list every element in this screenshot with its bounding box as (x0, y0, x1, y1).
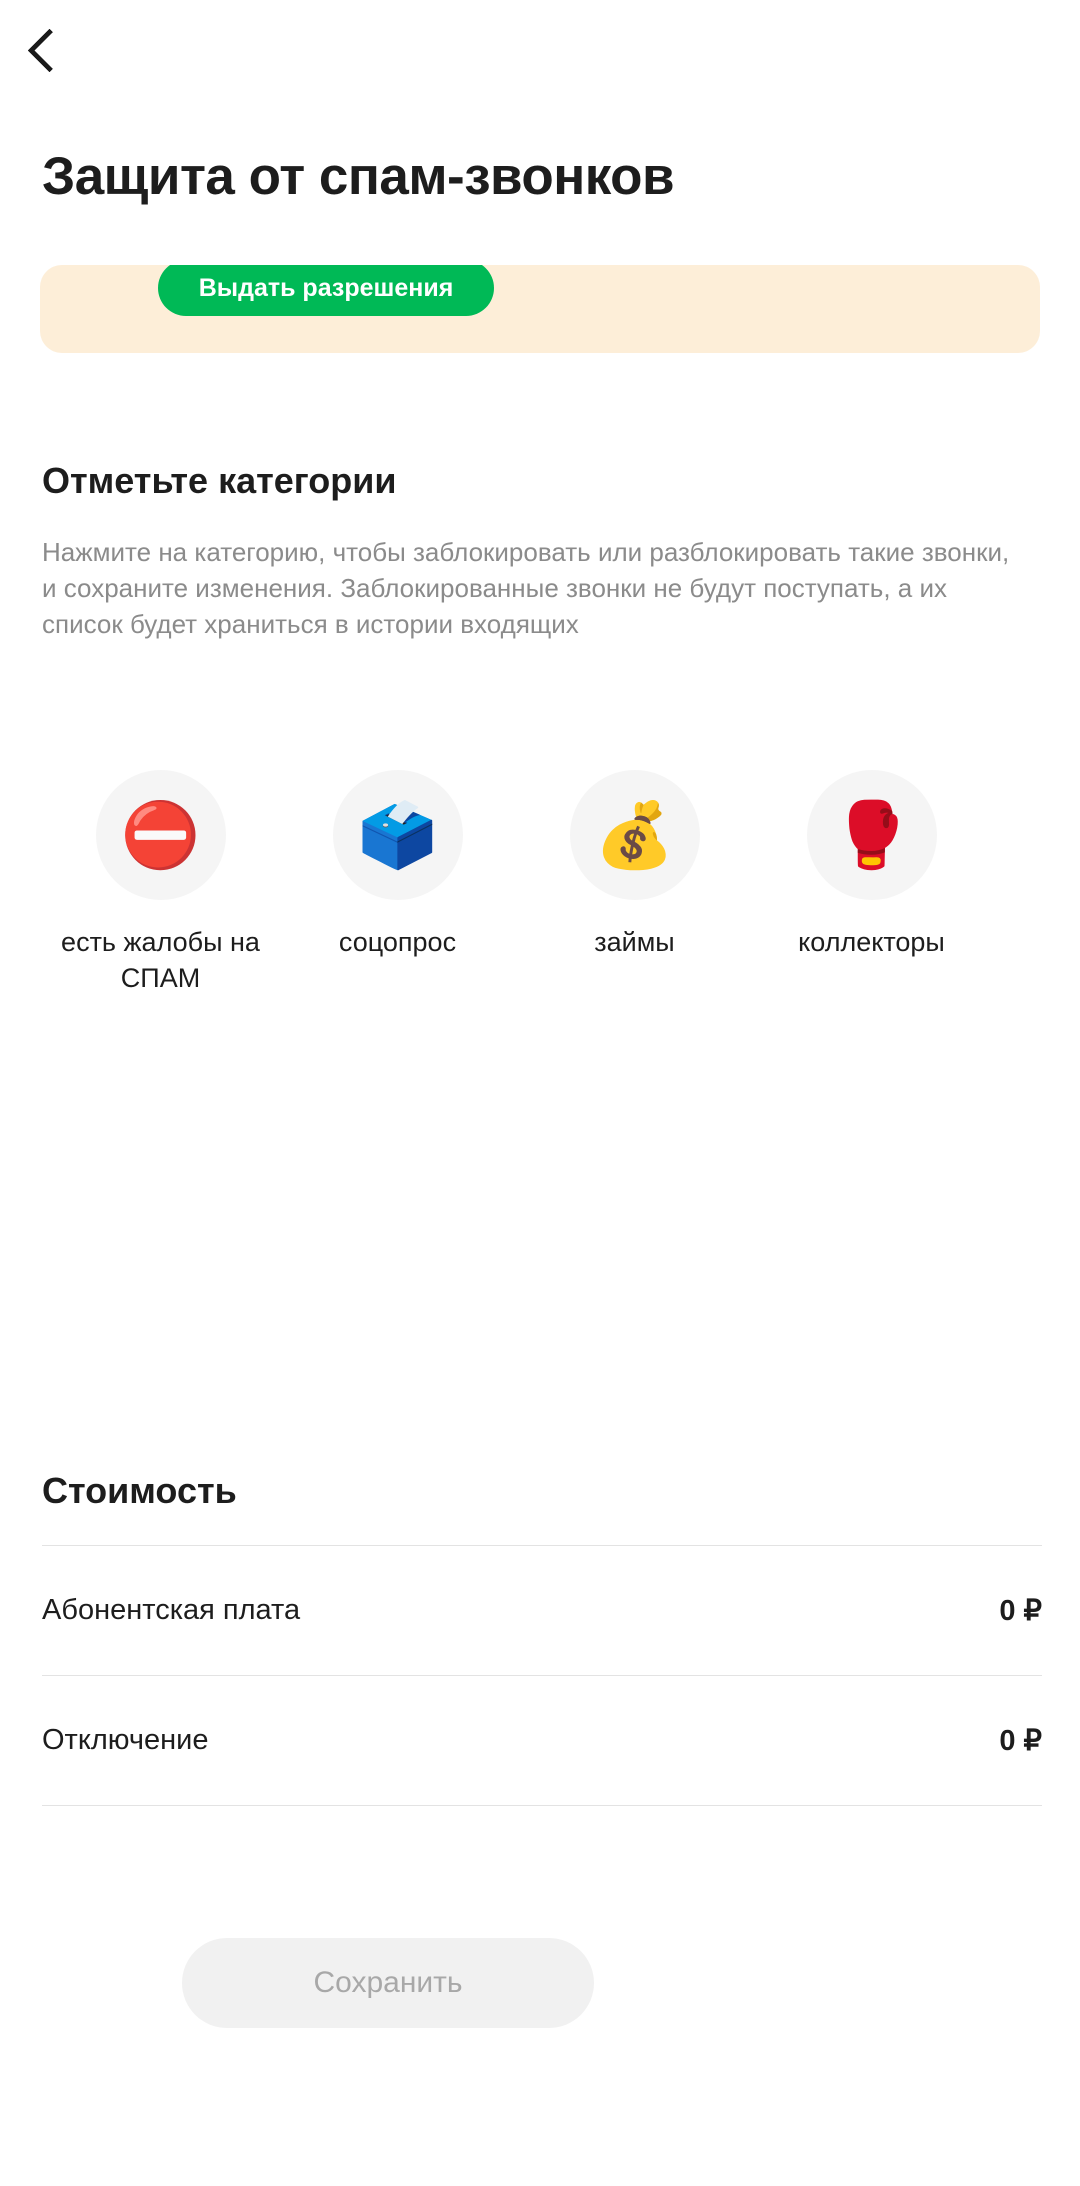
permissions-banner (40, 265, 1040, 353)
categories-heading: Отметьте категории (42, 460, 397, 501)
category-item-survey[interactable] (279, 770, 516, 1027)
cost-heading: Стоимость (42, 1470, 237, 1511)
cost-row-value: 0 ₽ (999, 1595, 1042, 1627)
page-title: Защита от спам-звонков (42, 147, 675, 206)
cost-list (42, 1545, 1042, 1806)
category-item-collectors[interactable] (753, 770, 990, 1027)
cost-row-value: 0 ₽ (999, 1725, 1042, 1757)
boxing-glove-icon: 🥊 (807, 770, 937, 900)
category-label: займы (594, 927, 675, 957)
category-label: соцопрос (338, 927, 457, 957)
grant-permissions-button[interactable]: Выдать разрешения (158, 265, 494, 316)
ballot-box-icon: 🗳️ (333, 770, 463, 900)
no-entry-icon: ⛔ (96, 770, 226, 900)
money-bag-icon: 💰 (570, 770, 700, 900)
cost-row (42, 1676, 1042, 1805)
back-button[interactable] (28, 18, 92, 82)
cost-row-label: Абонентская плата (42, 1594, 301, 1626)
divider (42, 1805, 1042, 1806)
cost-row-label: Отключение (42, 1724, 209, 1756)
categories-description: Нажмите на категорию, чтобы заблокировать или разблокировать такие звонки, и сохраните изменения. Заблокированные звонки не будут поступать, а их список будет храниться в истории входящих (42, 537, 1010, 639)
category-label: есть жалобы на СПАМ (61, 927, 260, 994)
category-label: коллекторы (798, 927, 945, 957)
category-item-loans[interactable] (516, 770, 753, 1027)
category-grid (42, 770, 1042, 1027)
cost-row (42, 1546, 1042, 1675)
chevron-left-icon (28, 28, 72, 72)
save-button[interactable]: Сохранить (182, 1938, 594, 2028)
category-item-spam-complaints[interactable] (42, 770, 279, 1027)
